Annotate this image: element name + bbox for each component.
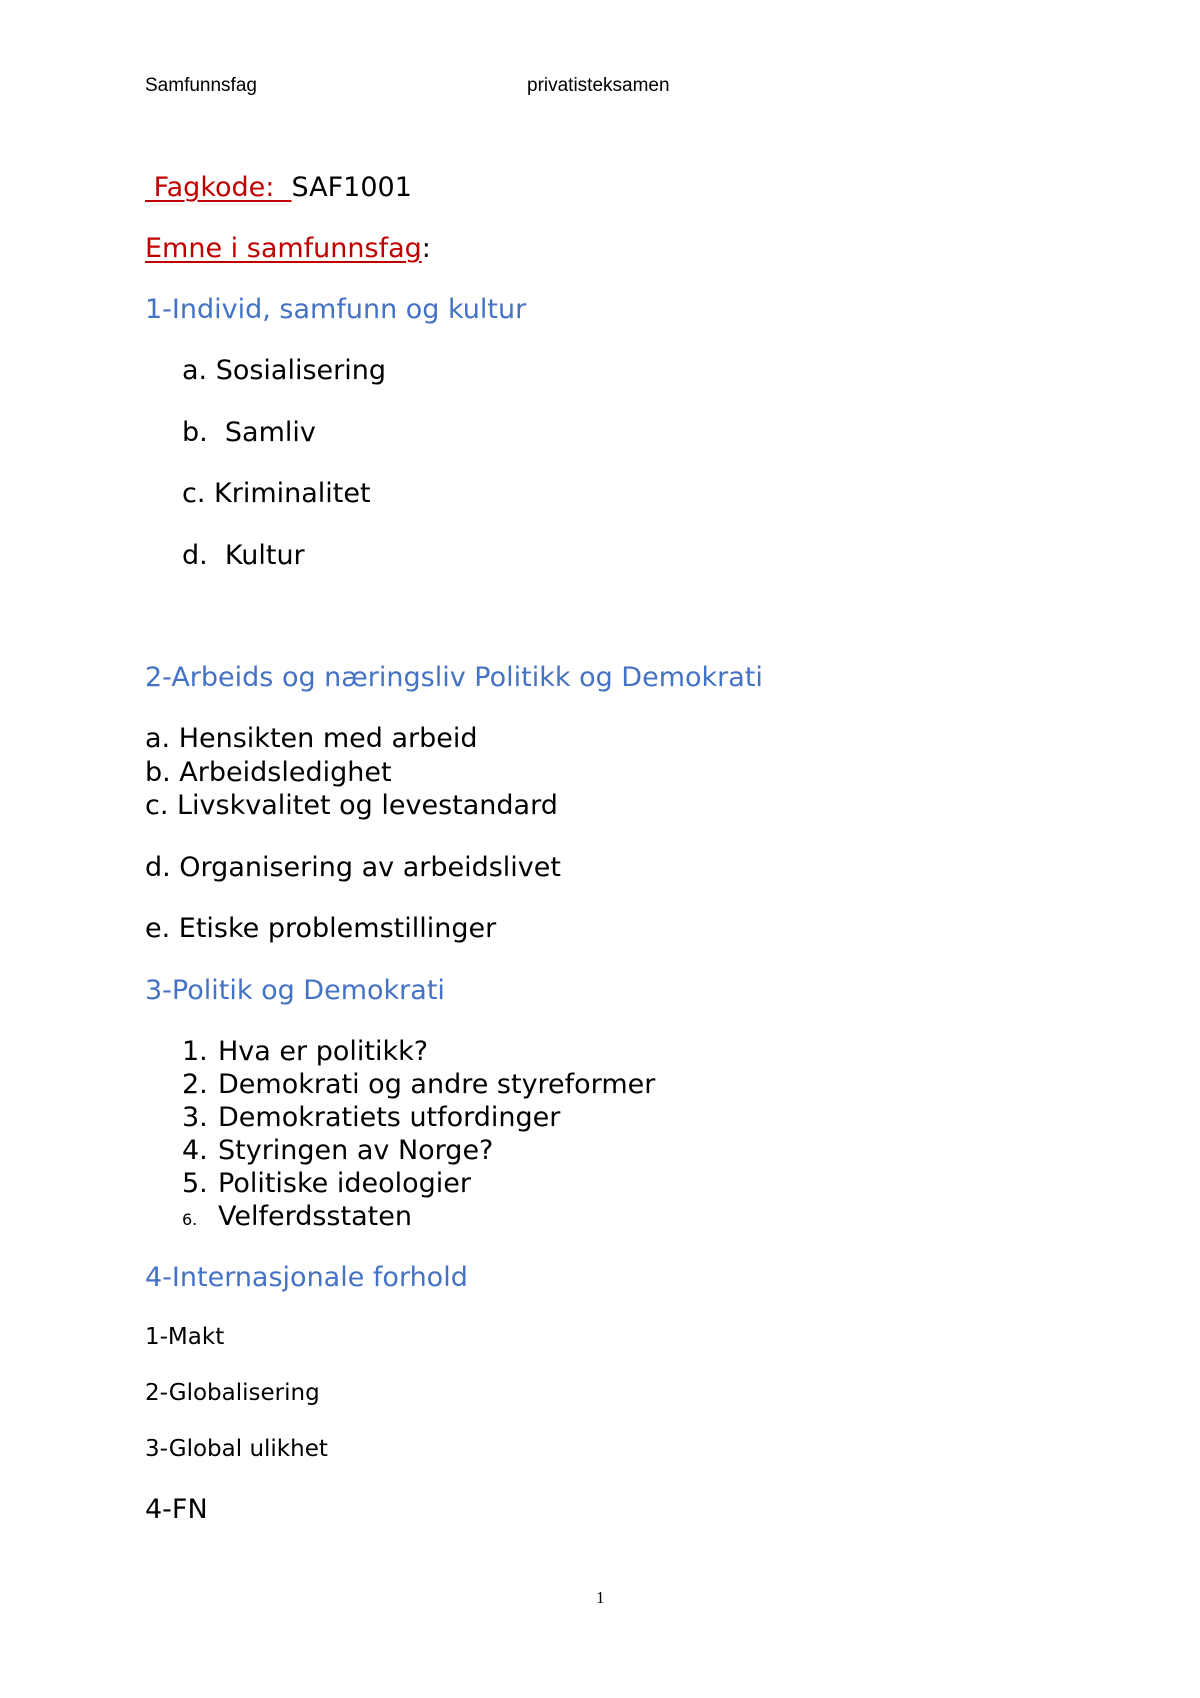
section4-item: 2-Globalisering [145, 1380, 320, 1406]
header-left: Samfunnsfag [145, 75, 257, 96]
section3-item-text: Demokratiets utfordinger [218, 1102, 561, 1133]
page-number: 1 [596, 1588, 605, 1607]
section2-item: a. Hensikten med arbeid [145, 723, 478, 754]
fagkode-value: SAF1001 [291, 172, 412, 203]
section2-item: c. Livskvalitet og levestandard [145, 790, 558, 821]
section1-item: a. Sosialisering [182, 355, 387, 386]
section1-title: 1-Individ, samfunn og kultur [145, 294, 527, 325]
section3-item-num: 3. [182, 1102, 208, 1133]
emne-line [145, 233, 431, 264]
section2-title: 2-Arbeids og næringsliv Politikk og Demokrati [145, 662, 763, 693]
section4-title: 4-Internasjonale forhold [145, 1262, 468, 1293]
emne-suffix: : [421, 233, 431, 264]
section3-item-num: 5. [182, 1168, 208, 1199]
section3-item-num: 2. [182, 1069, 208, 1100]
section3-item-text: Demokrati og andre styreformer [218, 1069, 656, 1100]
section2-item: d. Organisering av arbeidslivet [145, 852, 561, 883]
section3-item-num: 6. [182, 1210, 198, 1229]
section3-item-text: Velferdsstaten [218, 1201, 412, 1232]
section4-item: 4-FN [145, 1494, 208, 1525]
section4-item: 1-Makt [145, 1324, 225, 1350]
fagkode-line [145, 172, 412, 203]
section3-item-text: Hva er politikk? [218, 1036, 429, 1067]
fagkode-label: Fagkode: [145, 172, 292, 203]
section3-item-num: 1. [182, 1036, 208, 1067]
section1-item: d. Kultur [182, 540, 305, 571]
section3-item-num: 4. [182, 1135, 208, 1166]
section3-item-text: Politiske ideologier [218, 1168, 472, 1199]
section1-item: b. Samliv [182, 417, 316, 448]
emne-label: Emne i samfunnsfag [145, 233, 422, 264]
section2-item: b. Arbeidsledighet [145, 757, 392, 788]
header-right: privatisteksamen [527, 75, 670, 96]
section3-item-text: Styringen av Norge? [218, 1135, 494, 1166]
section3-title: 3-Politik og Demokrati [145, 975, 445, 1006]
section4-item: 3-Global ulikhet [145, 1436, 328, 1462]
section2-item: e. Etiske problemstillinger [145, 913, 497, 944]
section1-item: c. Kriminalitet [182, 478, 371, 509]
